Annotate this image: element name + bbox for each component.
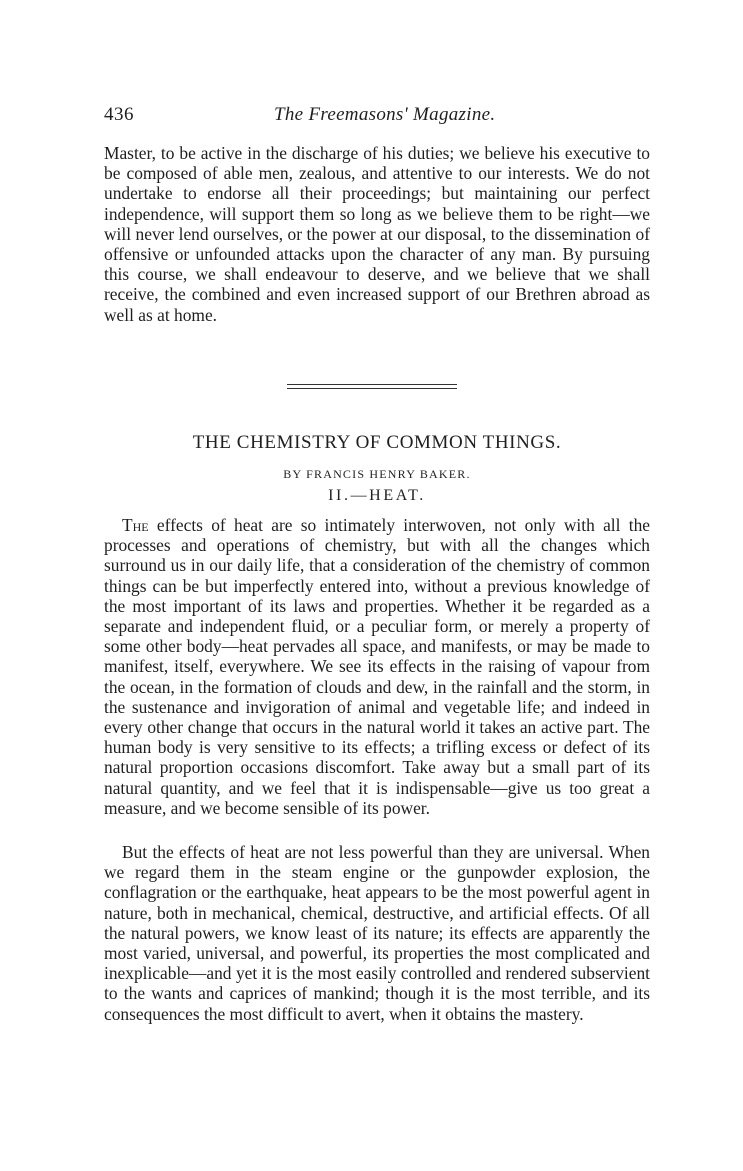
section-divider-top [287, 384, 457, 385]
paragraph-1-body: effects of heat are so intimately interwoven, not only with all the processes and operations of chemistry, but with all the changes which surround us in our daily life, that a consideration of the chemistry of common things can be but imperfectly entered into, without a previous knowledge of the most important of its laws and properties. Whether it be regarded as a separate and independent fluid, or a peculiar form, or merely a property of some other body—heat pervades all space, and manifests, or may be made to manifest, itself, everywhere. We see its effects in the raising of vapour from the ocean, in the formation of clouds and dew, in the rainfall and the storm, in the sustenance and invigoration of animal and vegetable life; and indeed in every other change that occurs in the natural world it takes an active part. The human body is very sensitive to its effects; a trifling excess or defect of its natural proportion occasions discomfort. Take away but a small part of its natural quantity, and we feel that it is indispensable—give us too great a measure, and we become sensible of its power. [104, 515, 650, 818]
article-paragraph-2: But the effects of heat are not less powerful than they are universal. When we regard them in the steam engine or the gunpowder explosion, the conflagration or the earthquake, heat appears to be the most powerful agent in nature, both in mechanical, chemical, destructive, and artificial effects. Of all the natural powers, we know least of its nature; its effects are apparently the most varied, universal, and powerful, its properties the most complicated and inexplicable—and yet it is the most easily controlled and rendered subservient to the wants and caprices of mankind; though it is the most terrible, and its consequences the most difficult to avert, when it obtains the mastery. [104, 842, 650, 1024]
page-number: 436 [104, 104, 134, 125]
article-paragraph-1 [104, 515, 650, 818]
page-header [104, 104, 644, 130]
article-byline: BY FRANCIS HENRY BAKER. [283, 467, 471, 481]
article-title: THE CHEMISTRY OF COMMON THINGS. [192, 432, 562, 453]
continuation-paragraph: Master, to be active in the discharge of his duties; we believe his executive to be composed of able men, zealous, and attentive to our interests. We do not undertake to endorse all their proceedings; but maintaining our perfect independence, will support them so long as we believe them to be right—we will never lend ourselves, or the power at our disposal, to the dissemination of offensive or unfounded attacks upon the character of any man. By pursuing this course, we shall endeavour to deserve, and we believe that we shall receive, the combined and even increased support of our Brethren abroad as well as at home. [104, 143, 650, 325]
section-divider-bottom [287, 388, 457, 389]
running-title: The Freemasons' Magazine. [274, 104, 496, 125]
section-heading: II.—HEAT. [328, 487, 426, 504]
lead-word: The [122, 515, 149, 535]
